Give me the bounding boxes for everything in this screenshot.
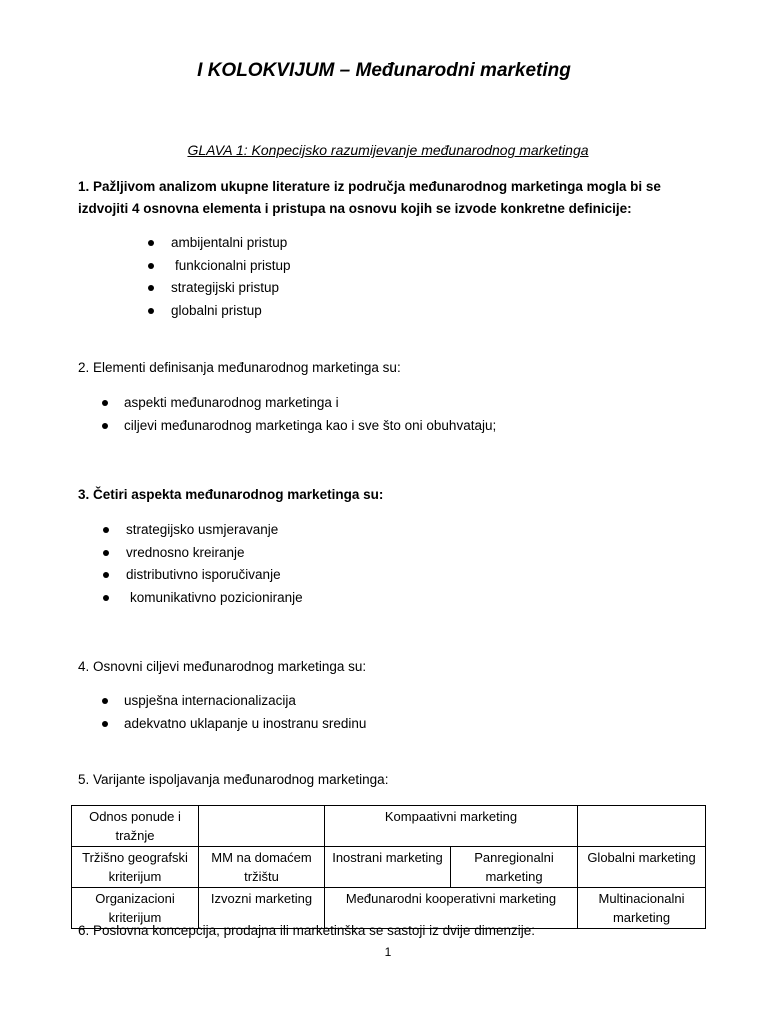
question-5: 5. Varijante ispoljavanja međunarodnog marketinga: xyxy=(78,772,389,787)
bullet-icon xyxy=(102,400,108,406)
variants-table xyxy=(71,805,706,929)
table-cell: MM na domaćem tržištu xyxy=(199,847,325,888)
question-1: 1. Pažljivom analizom ukupne literature iz područja međunarodnog marketinga mogla bi se izdvojiti 4 osnovna elementa i pristupa na osnovu kojih se izvode konkretne definicije: xyxy=(78,179,661,216)
table-cell: Multinacionalni marketing xyxy=(578,888,706,929)
table-cell: Kompaativni marketing xyxy=(325,806,578,847)
bullet-icon xyxy=(102,721,108,727)
table-cell: Inostrani marketing xyxy=(325,847,451,888)
table-cell: Globalni marketing xyxy=(578,847,706,888)
table-cell xyxy=(199,806,325,847)
bullet-icon xyxy=(148,308,154,314)
table-cell: Međunarodni kooperativni marketing xyxy=(325,888,578,929)
bullet-icon xyxy=(102,423,108,429)
bullet-icon xyxy=(148,240,154,246)
table-cell: Tržišno geografski kriterijum xyxy=(72,847,199,888)
chapter-heading: GLAVA 1: Konpecijsko razumijevanje međunarodnog marketinga xyxy=(187,142,589,158)
bullet-icon xyxy=(103,527,109,533)
bullet-icon xyxy=(103,595,109,601)
bullet-icon xyxy=(103,572,109,578)
document-page: I KOLOKVIJUM – Međunarodni marketing GLAVA 1: Konpecijsko razumijevanje međunarodnog marketinga 1. Pažljivom analizom ukupne literature iz područja međunarodnog marketinga mogla bi se izdvojiti 4 osnovna elementa i pristupa na osnovu kojih se izvode konkretne definicije: ambijentalni pristup funkcionalni pristup strategijski pristup globalni pristup 2. Elementi definisanja međunarodnog marketinga su: aspekti međunarodnog marketinga i ciljevi međunarodnog marketinga kao i sve što oni obuhvataju; 3. Četiri aspekta međunarodnog marketinga su: strategijsko usmjeravanje vrednosno kreiranje distributivno isporučivanje komunikativno pozicioniranje 4. Osnovni ciljevi međunarodnog marketinga su: uspješna internacionalizacija adekvatno uklapanje u inostranu sredinu 5. Varijante ispoljavanja međunarodnog marketinga: Odnos ponude i tražnje Kompaativni marketing Tržišno geografski kriterijum MM na domaćem tržištu Inostrani marketing Panregionalni marketing Globalni marketing Organizacioni kriterijum Izvozni marketing Međunarodni kooperativni marketing Multinacionalni marketing 6. Poslovna koncepcija, prodajna ili marketinška se sastoji iz dvije dimenzije: 1 xyxy=(0,0,768,1024)
page-number: 1 xyxy=(384,945,392,959)
bullet-icon xyxy=(148,285,154,291)
bullet-icon xyxy=(148,263,154,269)
table-cell: Odnos ponude i tražnje xyxy=(72,806,199,847)
question-2: 2. Elementi definisanja međunarodnog marketinga su: xyxy=(78,360,401,375)
document-title: I KOLOKVIJUM – Međunarodni marketing xyxy=(197,60,571,81)
table-row xyxy=(72,806,706,847)
question-4: 4. Osnovni ciljevi međunarodnog marketinga su: xyxy=(78,659,367,674)
table-cell: Panregionalni marketing xyxy=(451,847,578,888)
bullet-icon xyxy=(103,550,109,556)
question-3: 3. Četiri aspekta međunarodnog marketinga su: xyxy=(78,487,384,502)
table-cell: Izvozni marketing xyxy=(199,888,325,929)
question-6: 6. Poslovna koncepcija, prodajna ili marketinška se sastoji iz dvije dimenzije: xyxy=(78,923,535,938)
bullet-icon xyxy=(102,698,108,704)
table-row xyxy=(72,847,706,888)
table-cell xyxy=(578,806,706,847)
table-cell: Organizacioni kriterijum xyxy=(72,888,199,929)
